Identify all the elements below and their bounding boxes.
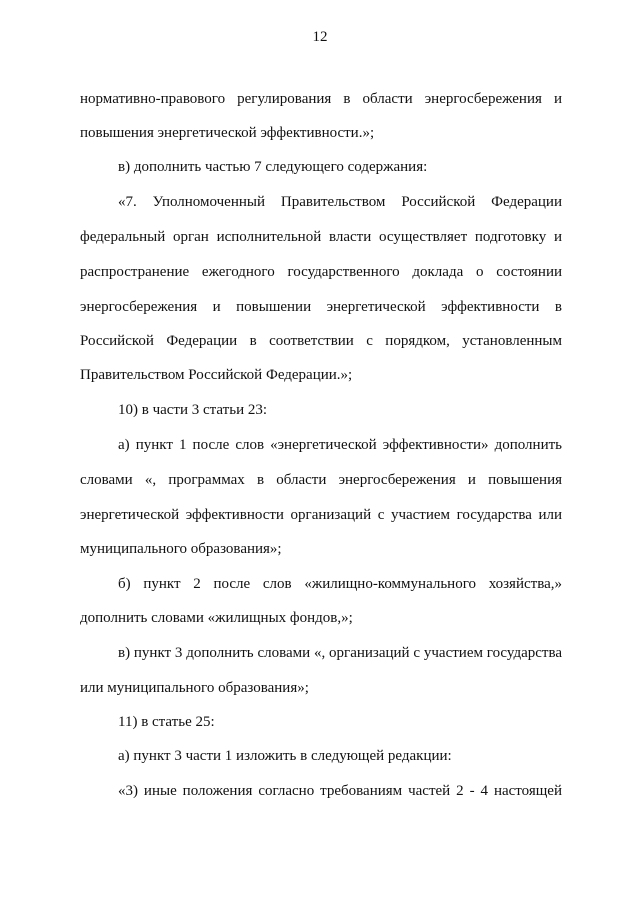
text-line: или муниципального образования»; <box>80 680 309 696</box>
text-line: энергетической эффективности организаций с участием государства или <box>80 507 562 523</box>
text-line: федеральный орган исполнительной власти осуществляет подготовку и <box>80 229 562 245</box>
text-line: «7. Уполномоченный Правительством Российской Федерации <box>118 194 562 210</box>
text-line: а) пункт 3 части 1 изложить в следующей редакции: <box>118 748 452 764</box>
text-line: б) пункт 2 после слов «жилищно-коммунального хозяйства,» <box>118 576 562 592</box>
text-line: муниципального образования»; <box>80 541 282 557</box>
text-line: дополнить словами «жилищных фондов,»; <box>80 610 353 626</box>
text-line: распространение ежегодного государственного доклада о состоянии <box>80 264 562 280</box>
text-line: Российской Федерации в соответствии с порядком, установленным <box>80 333 562 349</box>
text-line: 11) в статье 25: <box>118 714 215 730</box>
text-line: «3) иные положения согласно требованиям частей 2 - 4 настоящей <box>118 783 562 799</box>
text-line: а) пункт 1 после слов «энергетической эффективности» дополнить <box>118 437 562 453</box>
text-line: в) дополнить частью 7 следующего содержания: <box>118 159 428 175</box>
text-line: словами «, программах в области энергосбережения и повышения <box>80 472 562 488</box>
text-line: энергосбережения и повышении энергетической эффективности в <box>80 299 562 315</box>
text-line: 10) в части 3 статьи 23: <box>118 402 268 418</box>
text-line: Правительством Российской Федерации.»; <box>80 367 353 383</box>
text-line: в) пункт 3 дополнить словами «, организаций с участием государства <box>118 645 562 661</box>
text-line: нормативно-правового регулирования в области энергосбережения и <box>80 91 562 107</box>
text-line: повышения энергетической эффективности.»; <box>80 125 375 141</box>
page-number: 12 <box>312 29 328 45</box>
